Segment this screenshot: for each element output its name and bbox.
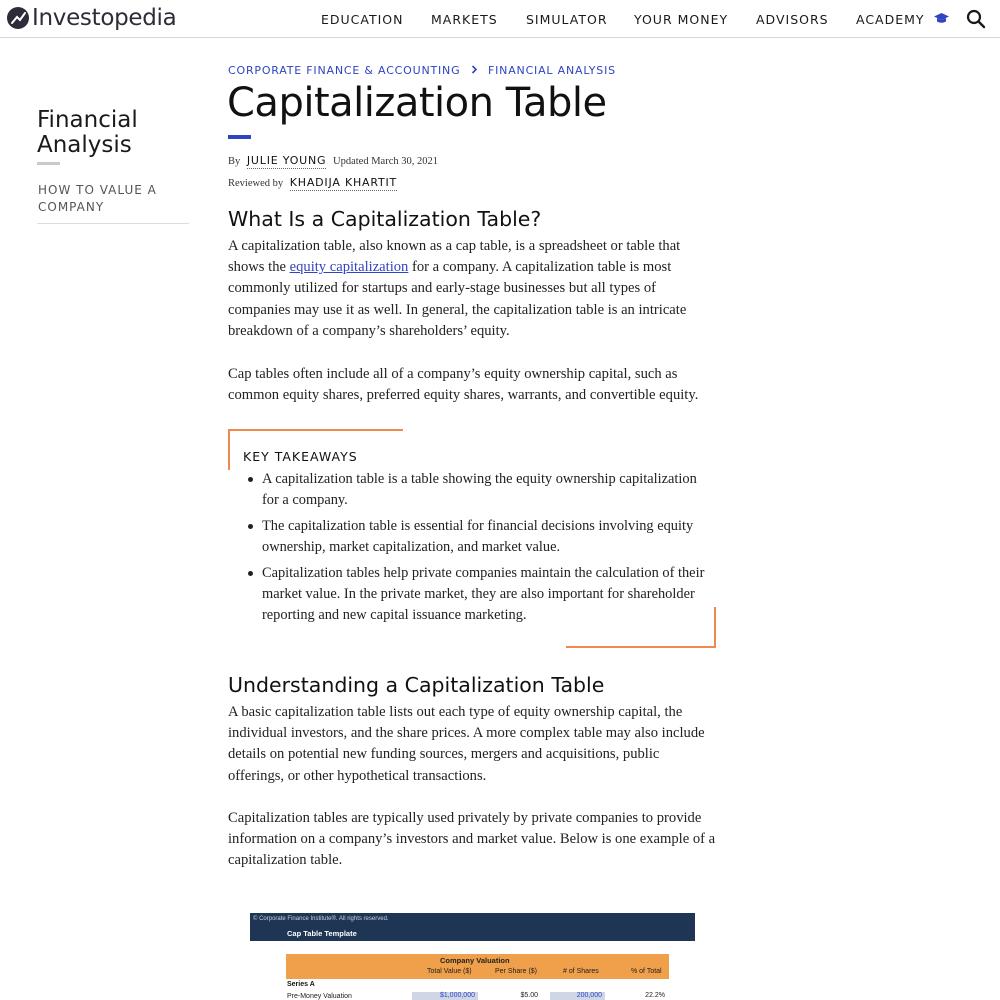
figure-cell-percent: 22.2% — [645, 992, 665, 999]
author-link[interactable]: JULIE YOUNG — [246, 154, 327, 167]
nav-education[interactable]: EDUCATION — [321, 12, 404, 27]
list-item: Capitalization tables help private companies maintain the calculation of their market value. In the private market, they are also important for shareholder reporting and new capital issuance marketing. — [262, 563, 707, 627]
reviewed-by-label: Reviewed by — [228, 178, 284, 189]
takeaways-corner-right — [714, 607, 716, 648]
figure-title: Cap Table Template — [287, 929, 357, 938]
nav-academy-label: ACADEMY — [856, 12, 925, 27]
sidebar-title: Financial Analysis — [37, 107, 138, 158]
figure-header-band — [250, 913, 695, 941]
figure-cell-shares: 200,000 — [550, 992, 605, 1000]
sidebar-title-underline — [37, 162, 60, 165]
figure-col-total: Total Value ($) — [427, 968, 472, 975]
sidebar-link-how-to-value[interactable]: HOW TO VALUE A COMPANY — [38, 183, 157, 214]
takeaways-corner-bottom — [566, 646, 716, 648]
figure-cell-total: $1,000,000 — [412, 992, 478, 1000]
figure-valuation-header: Company Valuation — [440, 956, 510, 965]
main-nav — [0, 12, 1000, 28]
list-item: A capitalization table is a table showing the equity ownership capitalization for a company. — [262, 469, 707, 511]
nav-your-money[interactable]: YOUR MONEY — [634, 12, 729, 27]
figure-series-label: Series A — [287, 981, 315, 988]
figure-col-percent: % of Total — [631, 968, 662, 975]
key-takeaways-list — [262, 469, 707, 631]
chevron-right-icon — [471, 64, 478, 77]
nav-markets[interactable]: MARKETS — [431, 12, 498, 27]
breadcrumb — [228, 64, 616, 77]
figure-row-label: Pre-Money Valuation — [287, 993, 352, 1000]
by-label: By — [228, 156, 241, 167]
page-title: Capitalization Table — [227, 80, 607, 126]
byline-author — [228, 154, 438, 167]
cap-table-image — [250, 913, 695, 1000]
paragraph-typically-used: Capitalization tables are typically used privately by private companies to provide information on a company’s investors and market value. Below is one example of a capitalization table. — [228, 810, 716, 869]
figure-col-shares: # of Shares — [563, 968, 599, 975]
breadcrumb-financial-analysis[interactable]: FINANCIAL ANALYSIS — [488, 64, 616, 77]
figure-col-per-share: Per Share ($) — [495, 968, 538, 975]
paragraph-basic-table: A basic capitalization table lists out each type of equity ownership capital, the individual investors, and the share prices. A more complex table may also include details on potential new funding sources, mergers and acquisitions, public offerings, or other hypothetical transactions. — [228, 704, 705, 784]
paragraph-cap-tables: Cap tables often include all of a company’s equity ownership capital, such as common equity shares, preferred equity shares, warrants, and convertible equity. — [228, 366, 699, 404]
title-accent-bar — [228, 135, 251, 139]
nav-simulator[interactable]: SIMULATOR — [526, 12, 608, 27]
site-header — [0, 0, 1000, 38]
nav-advisors[interactable]: ADVISORS — [756, 12, 829, 27]
reviewer-link[interactable]: KHADIJA KHARTIT — [289, 176, 398, 189]
search-icon[interactable] — [966, 9, 986, 34]
paragraph-intro-start: A capitalization table, also known as a cap table, is a spreadsheet or table that shows the — [228, 238, 681, 276]
equity-capitalization-link[interactable]: equity capitalization — [289, 259, 409, 276]
figure-copyright: © Corporate Finance Institute®. All rights reserved. — [253, 916, 389, 922]
key-takeaways-label: KEY TAKEAWAYS — [243, 449, 358, 464]
paragraph-intro-end: for a company. A capitalization table is most commonly utilized for startups and early-stage businesses but all types of companies may use it as well. In general, the capitalization table is an intricate breakdown of a company’s shareholders’ equity. — [228, 259, 687, 339]
takeaways-corner-left — [228, 429, 230, 470]
graduation-cap-icon — [934, 13, 949, 28]
takeaways-corner-top — [228, 429, 403, 431]
byline-reviewer — [228, 176, 401, 189]
figure-cell-per-share: $5.00 — [520, 992, 538, 999]
updated-date: Updated March 30, 2021 — [333, 156, 438, 167]
breadcrumb-corporate-finance[interactable]: CORPORATE FINANCE & ACCOUNTING — [228, 64, 461, 77]
logo-text: Investopedia — [32, 5, 177, 31]
heading-what-is: What Is a Capitalization Table? — [228, 207, 542, 231]
sidebar-divider — [37, 223, 189, 224]
nav-academy[interactable] — [856, 12, 949, 28]
heading-understanding: Understanding a Capitalization Table — [228, 673, 605, 697]
paragraph-intro — [228, 236, 718, 342]
list-item: The capitalization table is essential for financial decisions involving equity ownership, market capitalization, and market value. — [262, 516, 707, 558]
